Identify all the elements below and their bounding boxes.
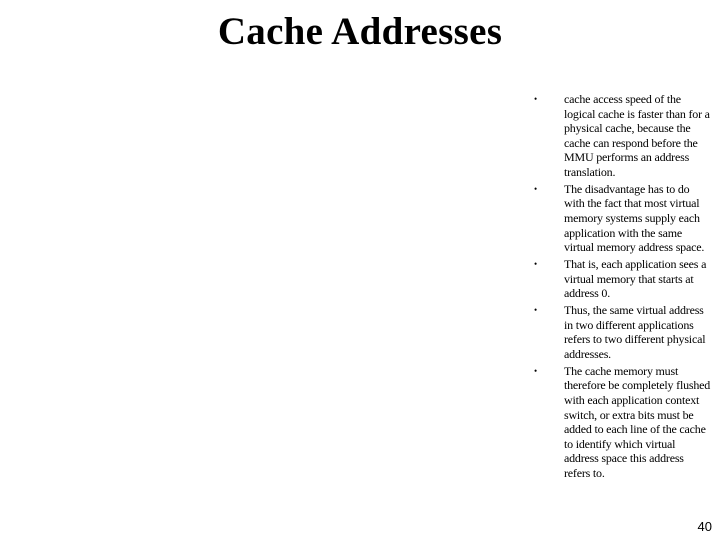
- bullet-text: Thus, the same virtual address in two different applications refers to two different physical addresses.: [564, 303, 706, 361]
- bullet-dot-icon: •: [534, 94, 537, 104]
- page-number: 40: [697, 519, 712, 534]
- bullet-item-4: [532, 303, 712, 361]
- bullet-dot-icon: •: [534, 305, 537, 316]
- bullet-text: That is, each application sees a virtual memory that starts at address 0.: [564, 257, 707, 301]
- bullet-item-3: [532, 257, 712, 301]
- slide-title: Cache Addresses: [217, 10, 503, 53]
- bullet-dot-icon: •: [534, 259, 537, 270]
- bullet-item-1: [532, 92, 712, 180]
- bullet-item-5: [532, 364, 712, 481]
- bullet-dot-icon: •: [534, 183, 537, 194]
- bullet-dot-icon: •: [534, 365, 537, 376]
- bullet-item-2: [532, 182, 712, 255]
- bullet-list: [532, 92, 712, 483]
- bullet-text: cache access speed of the logical cache is faster than for a physical cache, because the cache can respond before the MMU performs an address translation.: [564, 92, 710, 179]
- bullet-text: The cache memory must therefore be completely flushed with each application context switch, or extra bits must be added to each line of the cache to identify which virtual address space this address refers to.: [564, 363, 711, 481]
- bullet-text: The disadvantage has to do with the fact that most virtual memory systems supply each application with the same virtual memory address space.: [564, 181, 705, 255]
